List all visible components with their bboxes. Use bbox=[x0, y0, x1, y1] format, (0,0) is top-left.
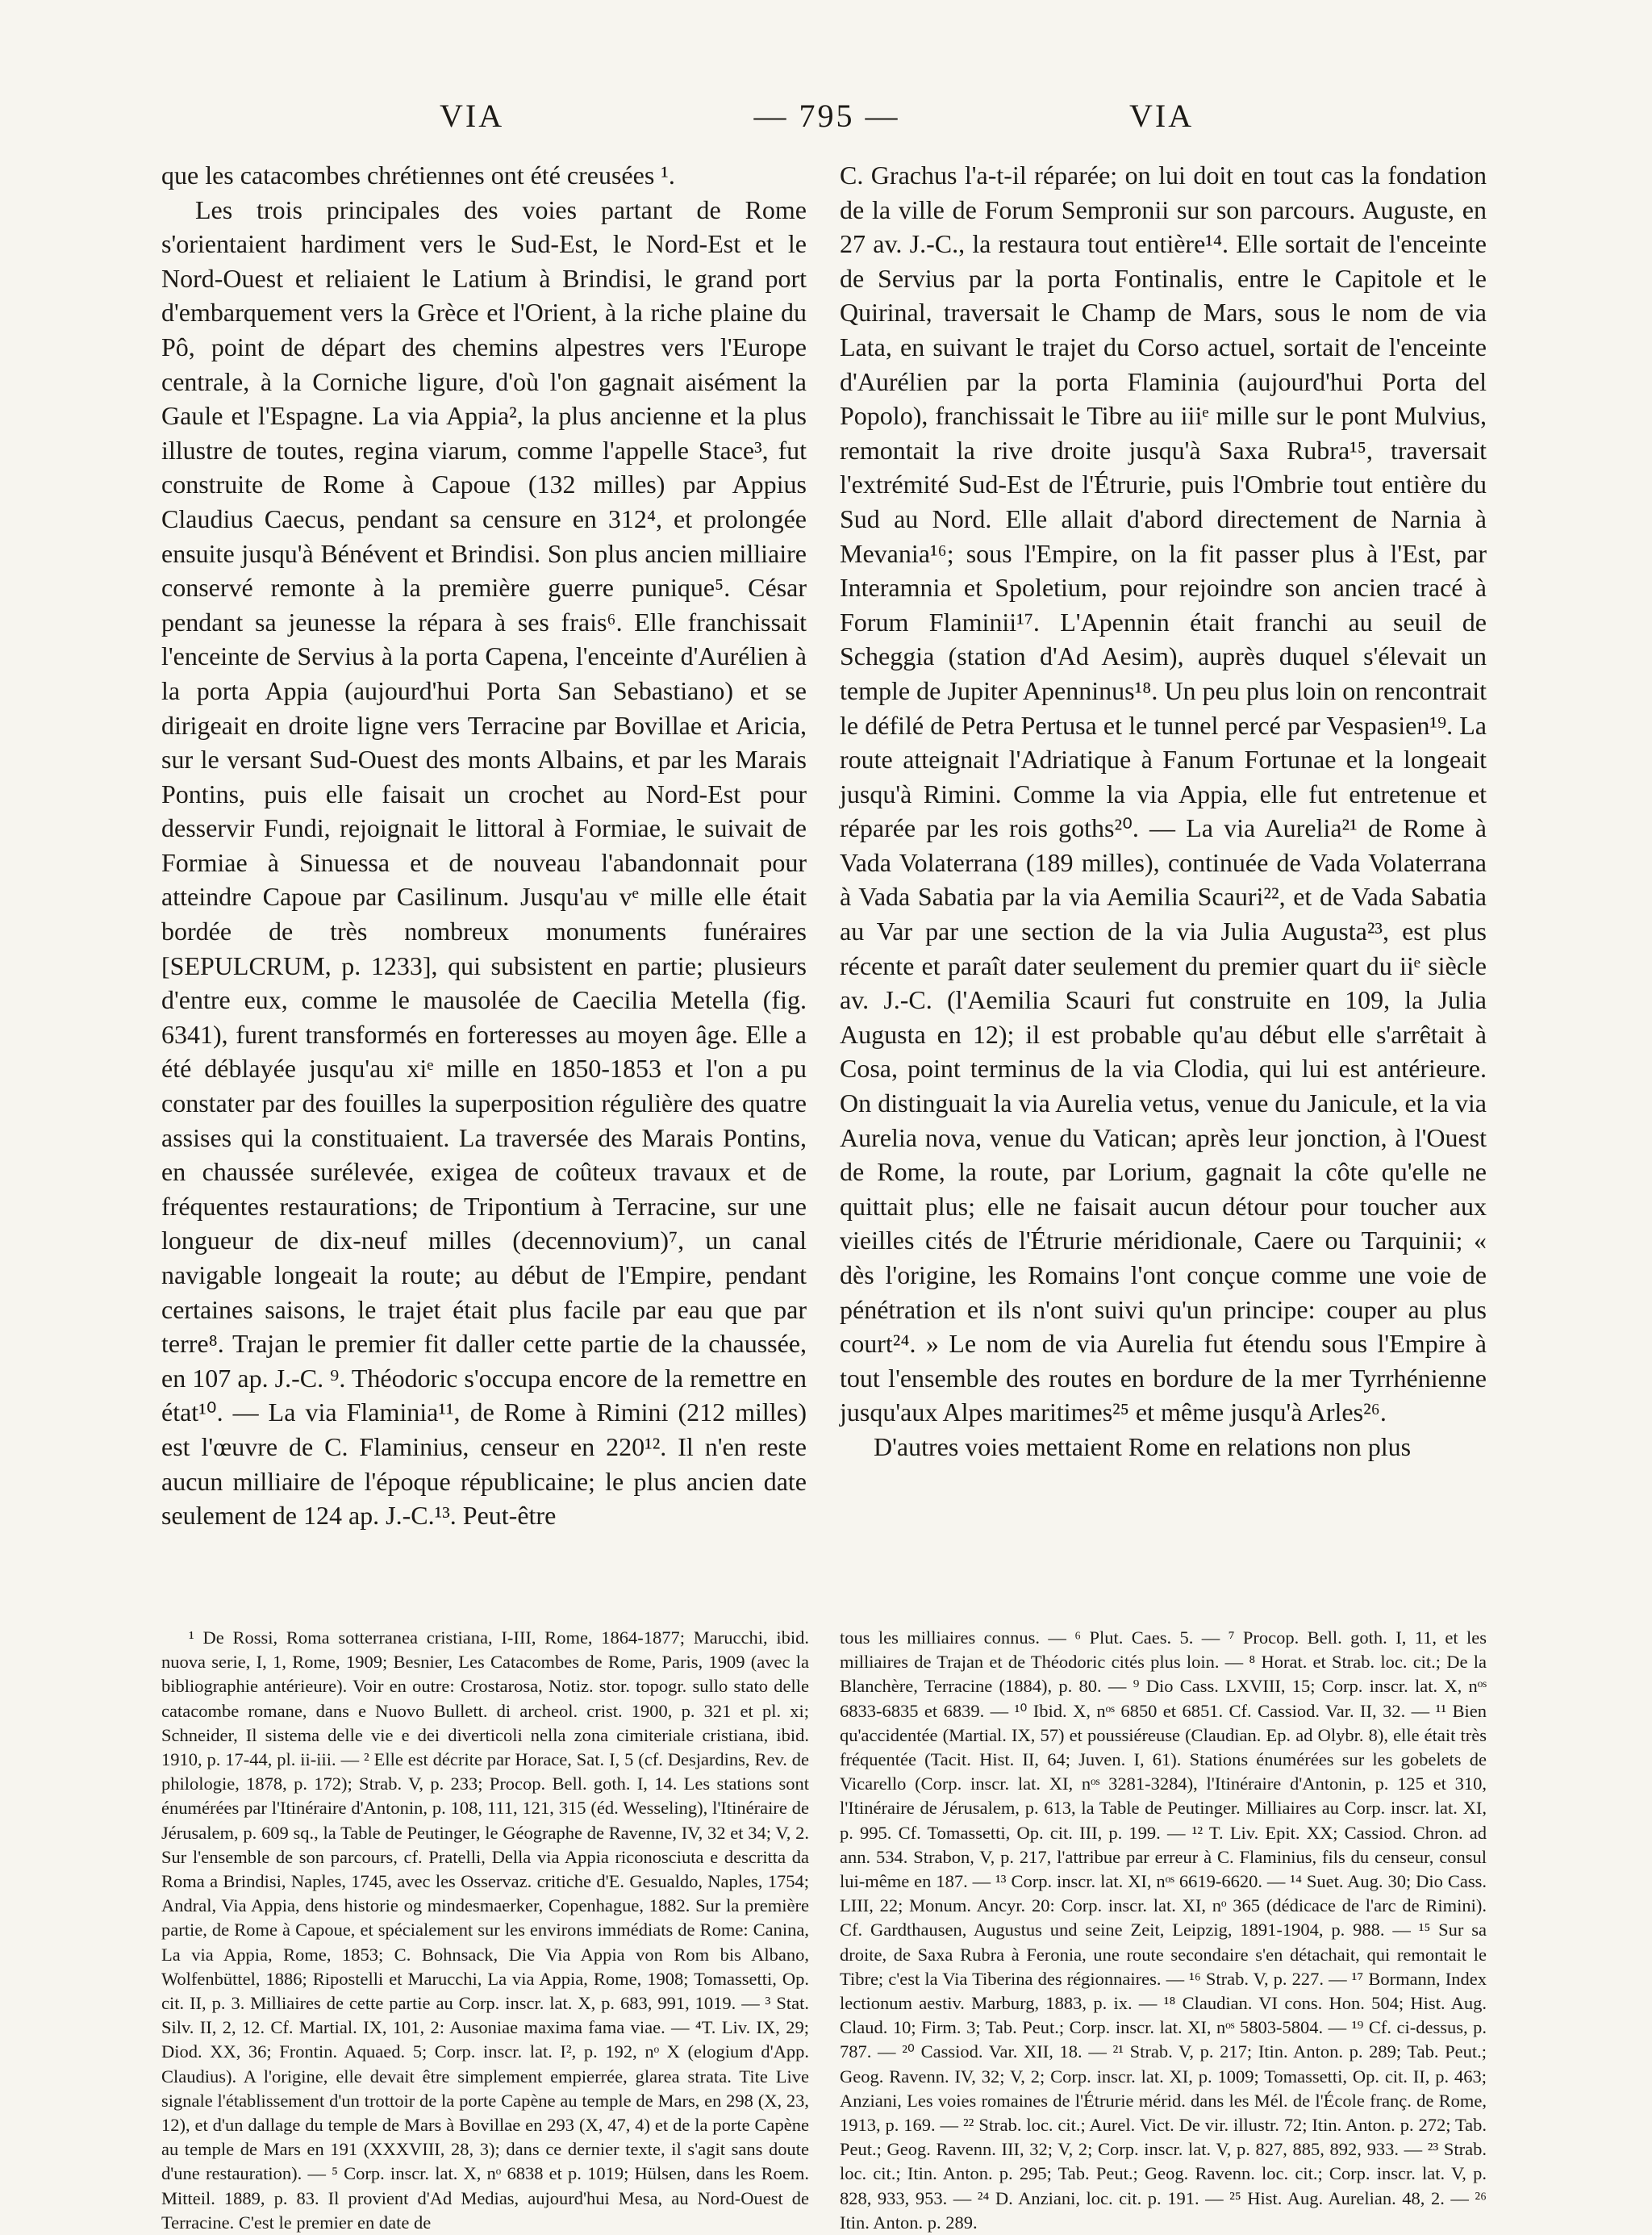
footnotes-left-column bbox=[161, 1626, 809, 2233]
main-text-left-column bbox=[161, 158, 807, 1538]
main-text-right-column bbox=[840, 158, 1487, 1570]
running-head-left: VIA bbox=[440, 98, 505, 134]
running-head-right: VIA bbox=[1129, 98, 1195, 134]
paragraph: C. Grachus l'a-t-il réparée; on lui doit en tout cas la fondation de la ville de Forum Sempronii sur son parcours. Auguste, en 27 av. J.-C., la restaura tout entière¹⁴. Elle sortait de l'enceinte de Servius par la porta Fontinalis, entre le Capitole et le Quirinal, traversait le Champ de Mars, sous le nom de via Lata, en suivant le trajet du Corso actuel, sortait de l'enceinte d'Aurélien par la porta Flaminia (aujourd'hui Porta del Popolo), franchissait le Tibre au iiiᵉ mille sur le pont Mulvius, remontait la rive droite jusqu'à Saxa Rubra¹⁵, traversait l'extrémité Sud-Est de l'Étrurie, puis l'Ombrie tout entière du Sud au Nord. Elle allait d'abord directement de Narnia à Mevania¹⁶; sous l'Empire, on la fit passer plus à l'Est, par Interamnia et Spoletium, pour rejoindre son ancien tracé à Forum Flaminii¹⁷. L'Apennin était franchi au seuil de Scheggia (station d'Ad Aesim), auprès duquel s'élevait un temple de Jupiter Apenninus¹⁸. Un peu plus loin on rencontrait le défilé de Petra Pertusa et le tunnel percé par Vespasien¹⁹. La route atteignait l'Adriatique à Fanum Fortunae et la longeait jusqu'à Rimini. Comme la via Appia, elle fut entretenue et réparée par les rois goths²⁰. — La via Aurelia²¹ de Rome à Vada Volaterrana (189 milles), continuée de Vada Volaterrana à Vada Sabatia par la via Aemilia Scauri²², et de Vada Sabatia au Var par une section de la via Julia Augusta²³, est plus récente et paraît dater seulement du premier quart du iiᵉ siècle av. J.-C. (l'Aemilia Scauri fut construite en 109, la Julia Augusta en 12); il est probable qu'au début elle s'arrêtait à Cosa, point terminus de la via Clodia, qui lui est antérieure. On distinguait la via Aurelia vetus, venue du Janicule, et la via Aurelia nova, venue du Vatican; après leur jonction, à l'Ouest de Rome, la route, par Lorium, gagnait la côte qu'elle ne quittait plus; elle ne faisait aucun détour pour toucher aux vieilles cités de l'Étrurie méridionale, Caere ou Tarquinii; « dès l'origine, les Romains l'ont conçue comme une voie de pénétration et ils n'ont suivi qu'un principe: couper au plus court²⁴. » Le nom de via Aurelia fut étendu sous l'Empire à tout l'ensemble des routes en bordure de la mer Tyrrhénienne jusqu'aux Alpes maritimes²⁵ et même jusqu'à Arles²⁶. bbox=[840, 161, 1487, 1427]
footnote-block: tous les milliaires connus. — ⁶ Plut. Caes. 5. — ⁷ Procop. Bell. goth. I, 11, et les milliaires de Trajan et de Théodoric cités plus loin. — ⁸ Horat. et Strab. loc. cit.; De la Blanchère, Terracine (1884), p. 80. — ⁹ Dio Cass. LXVIII, 15; Corp. inscr. lat. X, nᵒˢ 6833-6835 et 6839. — ¹⁰ Ibid. X, nᵒˢ 6850 et 6851. Cf. Cassiod. Var. II, 32. — ¹¹ Bien qu'accidentée (Martial. IX, 57) et poussiéreuse (Claudian. Ep. ad Olybr. 8), elle était très fréquentée (Tacit. Hist. II, 64; Juven. I, 61). Stations énumérées sur les gobelets de Vicarello (Corp. inscr. lat. XI, nᵒˢ 3281-3284), l'Itinéraire d'Antonin, p. 125 et 310, l'Itinéraire de Jérusalem, p. 613, la Table de Peutinger. Milliaires au Corp. inscr. lat. XI, p. 995. Cf. Tomassetti, Op. cit. III, p. 199. — ¹² T. Liv. Epit. XX; Cassiod. Chron. ad ann. 534. Strabon, V, p. 217, l'attribue par erreur à C. Flaminius, fils du censeur, consul lui-même en 187. — ¹³ Corp. inscr. lat. XI, nᵒˢ 6619-6620. — ¹⁴ Suet. Aug. 30; Dio Cass. LIII, 22; Monum. Ancyr. 20: Corp. inscr. lat. XI, nᵒ 365 (dédicace de l'arc de Rimini). Cf. Gardthausen, Augustus und seine Zeit, Leipzig, 1891-1904, p. 988. — ¹⁵ Sur sa droite, de Saxa Rubra à Feronia, une route secondaire s'en détachait, qui remontait le Tibre; c'est la Via Tiberina des régionnaires. — ¹⁶ Strab. V, p. 227. — ¹⁷ Bormann, Index lectionum aestiv. Marburg, 1883, p. ix. — ¹⁸ Claudian. VI cons. Hon. 504; Hist. Aug. Claud. 10; Firm. 3; Tab. Peut.; Corp. inscr. lat. XI, nᵒˢ 5803-5804. — ¹⁹ Cf. ci-dessus, p. 787. — ²⁰ Cassiod. Var. XII, 18. — ²¹ Strab. V, p. 217; Itin. Anton. p. 289; Tab. Peut.; Geog. Ravenn. IV, 32; V, 2; Corp. inscr. lat. XI, p. 1009; Tomassetti, Op. cit. II, p. 463; Anziani, Les voies romaines de l'Étrurie mérid. dans les Mél. de l'École franç. de Rome, 1913, p. 169. — ²² Strab. loc. cit.; Aurel. Vict. De vir. illustr. 72; Itin. Anton. p. 272; Tab. Peut.; Geog. Ravenn. III, 32; V, 2; Corp. inscr. lat. V, p. 827, 885, 892, 933. — ²³ Strab. loc. cit.; Itin. Anton. p. 295; Tab. Peut.; Geog. Ravenn. loc. cit.; Corp. inscr. lat. V, p. 828, 933, 953. — ²⁴ D. Anziani, loc. cit. p. 191. — ²⁵ Hist. Aug. Aurelian. 48, 2. — ²⁶ Itin. Anton. p. 289. bbox=[840, 1627, 1487, 2233]
page-number: — 795 — bbox=[753, 98, 900, 134]
paragraph: D'autres voies mettaient Rome en relations non plus bbox=[874, 1431, 1412, 1461]
footnotes-right-column bbox=[840, 1626, 1487, 2233]
footnote-block: ¹ De Rossi, Roma sotterranea cristiana, I-III, Rome, 1864-1877; Marucchi, ibid. nuova serie, I, 1, Rome, 1909; Besnier, Les Catacombes de Rome, Paris, 1909 (avec la bibliographie antérieure). Voir en outre: Crostarosa, Notiz. stor. topogr. sullo stato delle catacombe romane, dans e Nuovo Bullett. di archeol. crist. 1900, p. 321 et pl. xi; Schneider, Il sistema delle vie e dei diverticoli nella zona cimiteriale cristiana, ibid. 1910, p. 17-44, pl. ii-iii. — ² Elle est décrite par Horace, Sat. I, 5 (cf. Desjardins, Rev. de philologie, 1878, p. 172); Strab. V, p. 233; Procop. Bell. goth. I, 14. Les stations sont énumérées par l'Itinéraire d'Antonin, p. 108, 111, 121, 315 (éd. Wesseling), l'Itinéraire de Jérusalem, p. 609 sq., la Table de Peutinger, le Géographe de Ravenne, IV, 32 et 34; V, 2. Sur l'ensemble de son parcours, cf. Pratelli, Della via Appia riconosciuta e descritta da Roma a Brindisi, Naples, 1745, avec les Osservaz. critiche d'E. Gesualdo, Naples, 1754; Andral, Via Appia, dens historie og mindesmaerker, Copenhague, 1882. Sur la première partie, de Rome à Capoue, et spécialement sur les environs immédiats de Rome: Canina, La via Appia, Rome, 1853; C. Bohnsack, Die Via Appia von Rom bis Albano, Wolfenbüttel, 1886; Ripostelli et Marucchi, La via Appia, Rome, 1908; Tomassetti, Op. cit. II, p. 3. Milliaires de cette partie au Corp. inscr. lat. X, p. 683, 991, 1019. — ³ Stat. Silv. II, 2, 12. Cf. Martial. IX, 101, 2: Ausoniae maxima fama viae. — ⁴T. Liv. IX, 29; Diod. XX, 36; Frontin. Aquaed. 5; Corp. inscr. lat. I², p. 192, nᵒ X (elogium d'App. Claudius). A l'origine, elle devait être simplement empierrée, glarea strata. Tite Live signale l'établissement d'un trottoir de la porte Capène au temple de Mars, en 298 (X, 23, 12), et d'un dallage du temple de Mars à Bovillae en 293 (X, 47, 4) et de la porte Capène au temple de Mars en 191 (XXXVIII, 28, 3); dans ce dernier texte, il s'agit sans doute d'une restauration). — ⁵ Corp. inscr. lat. X, nᵒ 6838 et p. 1019; Hülsen, dans les Roem. Mitteil. 1889, p. 83. Il provient d'Ad Medias, aujourd'hui Mesa, au Nord-Ouest de Terracine. C'est le premier en date de bbox=[161, 1627, 809, 2233]
paragraph: Les trois principales des voies partant de Rome s'orientaient hardiment vers le Sud-Est, le Nord-Est et le Nord-Ouest et reliaient le Latium à Brindisi, le grand port d'embarquement vers la Grèce et l'Orient, à la riche plaine du Pô, point de départ des chemins alpestres vers l'Europe centrale, à la Corniche ligure, d'où l'on gagnait aisément la Gaule et l'Espagne. La via Appia², la plus ancienne et la plus illustre de toutes, regina viarum, comme l'appelle Stace³, fut construite de Rome à Capoue (132 milles) par Appius Claudius Caecus, pendant sa censure en 312⁴, et prolongée ensuite jusqu'à Bénévent et Brindisi. Son plus ancien milliaire conservé remonte à la première guerre punique⁵. César pendant sa jeunesse la répara à ses frais⁶. Elle franchissait l'enceinte de Servius à la porta Capena, l'enceinte d'Aurélien à la porta Appia (aujourd'hui Porta San Sebastiano) et se dirigeait en droite ligne vers Terracine par Bovillae et Aricia, sur le versant Sud-Ouest des monts Albains, et par les Marais Pontins, puis elle faisait un crochet au Nord-Est pour desservir Fundi, rejoignait le littoral à Formiae, le suivait de Formiae à Sinuessa et de nouveau l'abandonnait pour atteindre Capoue par Casilinum. Jusqu'au vᵉ mille elle était bordée de très nombreux monuments funéraires [SEPULCRUM, p. 1233], qui subsistent en partie; plusieurs d'entre eux, comme le mausolée de Caecilia Metella (fig. 6341), furent transformés en forteresses au moyen âge. Elle a été déblayée jusqu'au xiᵉ mille en 1850-1853 et l'on a pu constater par des fouilles la superposition régulière des quatre assises qui la constituaient. La traversée des Marais Pontins, en chaussée surélevée, exigea de coûteux travaux et de fréquentes restaurations; de Tripontium à Terracine, sur une longueur de dix-neuf milles (decennovium)⁷, un canal navigable longeait la route; au début de l'Empire, pendant certaines saisons, le trajet était plus facile par eau que par terre⁸. Trajan le premier fit daller cette partie de la chaussée, en 107 ap. J.-C. ⁹. Théodoric s'occupa encore de la remettre en état¹⁰. — La via Flaminia¹¹, de Rome à Rimini (212 milles) est l'œuvre de C. Flaminius, censeur en 220¹². Il n'en reste aucun milliaire de l'époque républicaine; le plus ancien date seulement de 124 ap. J.-C.¹³. Peut-être bbox=[161, 194, 807, 1531]
paragraph: que les catacombes chrétiennes ont été creusées ¹. bbox=[161, 161, 675, 190]
